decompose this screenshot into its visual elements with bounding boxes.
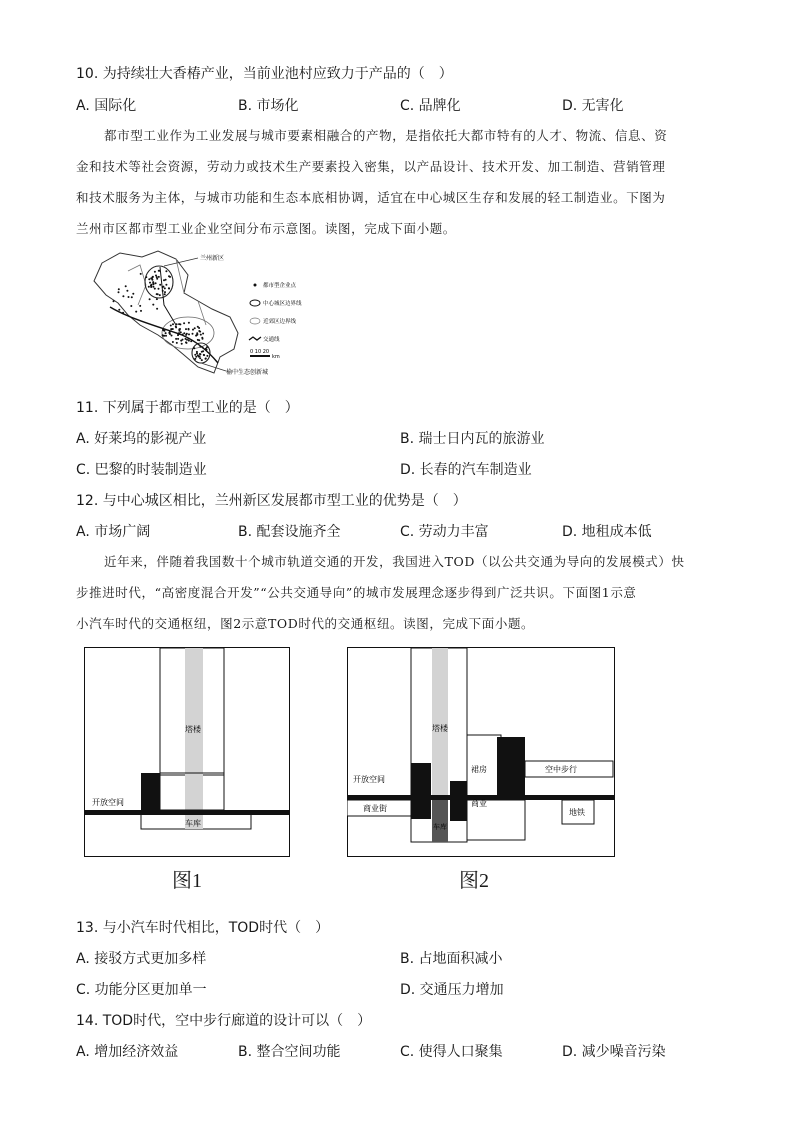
q13-stem: 13. 与小汽车时代相比，TOD时代（ ） <box>76 920 330 936</box>
fig2-metro-label: 地铁 <box>569 808 585 817</box>
enterprise-point <box>149 298 151 300</box>
enterprise-point <box>156 298 158 300</box>
enterprise-point <box>140 273 142 275</box>
enterprise-point <box>202 347 204 349</box>
enterprise-point <box>188 328 190 330</box>
enterprise-point <box>185 341 187 343</box>
enterprise-point <box>148 286 150 288</box>
passage-tod <box>76 546 716 639</box>
scale-bar-icon <box>250 355 270 357</box>
enterprise-point <box>135 311 137 313</box>
enterprise-point <box>188 333 190 335</box>
enterprise-point <box>132 293 134 295</box>
q13-option-a[interactable]: A. 接驳方式更加多样 <box>76 951 207 967</box>
enterprise-point <box>193 347 195 349</box>
enterprise-point <box>188 322 190 324</box>
enterprise-point <box>194 354 196 356</box>
passage1-line: 都市型工业作为工业发展与城市要素相融合的产物，是指依托大都市特有的人才、物流、信息、资 <box>104 128 668 143</box>
enterprise-point <box>158 270 160 272</box>
enterprise-point <box>202 333 204 335</box>
passage2-line: 步推进时代，“高密度混合开发”“公共交通导向”的城市发展理念逐步得到广泛共识。下面图1示意 <box>76 585 637 600</box>
enterprise-point <box>165 270 167 272</box>
enterprise-point <box>152 286 154 288</box>
enterprise-point <box>162 290 164 292</box>
enterprise-point <box>198 339 200 341</box>
enterprise-point <box>154 288 156 290</box>
enterprise-point <box>179 323 181 325</box>
q13-option-d[interactable]: D. 交通压力增加 <box>400 982 504 998</box>
q10-option-a[interactable]: A. 国际化 <box>76 98 137 114</box>
enterprise-point <box>118 288 120 290</box>
enterprise-point <box>164 293 166 295</box>
q11-stem: 11. 下列属于都市型工业的是（ ） <box>76 400 299 416</box>
enterprise-point <box>172 341 174 343</box>
enterprise-point <box>165 279 167 281</box>
lanzhou-industry-map <box>80 245 340 380</box>
legend-enterprise: 都市型企业点 <box>263 283 297 289</box>
fig2-caption: 图2 <box>459 870 489 892</box>
enterprise-point <box>168 332 170 334</box>
enterprise-point <box>196 334 198 336</box>
enterprise-point <box>140 310 142 312</box>
enterprise-point <box>118 291 120 293</box>
enterprise-point <box>180 331 182 333</box>
fig2-sunken-plaza-label: 下沉广场 <box>527 800 555 808</box>
enterprise-point <box>150 284 152 286</box>
figure-1-car-era-hub <box>84 647 290 857</box>
enterprise-point <box>201 351 203 353</box>
q13-option-c[interactable]: C. 功能分区更加单一 <box>76 982 207 998</box>
legend-dot-icon <box>254 284 257 287</box>
enterprise-point <box>170 325 172 327</box>
enterprise-point <box>188 340 190 342</box>
enterprise-point <box>154 271 156 273</box>
passage2-line: 小汽车时代的交通枢纽，图2示意TOD时代的交通枢纽。读图，完成下面小题。 <box>76 616 535 631</box>
enterprise-point <box>183 322 185 324</box>
enterprise-point <box>158 276 160 278</box>
enterprise-point <box>149 282 151 284</box>
legend-suburb-boundary: 近郊区边界线 <box>263 319 297 325</box>
enterprise-point <box>122 312 124 314</box>
enterprise-point <box>128 296 130 298</box>
fig2-garage-label: 车库 <box>433 823 447 831</box>
enterprise-point <box>130 305 132 307</box>
enterprise-point <box>199 357 201 359</box>
enterprise-point <box>201 359 203 361</box>
fig1-garage-label: 车库 <box>185 819 201 828</box>
fig1-open-space-label: 开放空间 <box>92 798 124 807</box>
fig1-caption: 图1 <box>172 870 202 892</box>
enterprise-point <box>182 334 184 336</box>
passage2-line: 近年来，伴随着我国数十个城市轨道交通的开发，我国进入TOD（以公共交通为导向的发展模式）快 <box>104 554 685 569</box>
enterprise-point <box>168 288 170 290</box>
figure-2-tod-era-hub <box>347 647 615 857</box>
enterprise-point <box>172 323 174 325</box>
enterprise-point <box>200 334 202 336</box>
enterprise-point <box>195 356 197 358</box>
enterprise-point <box>196 351 198 353</box>
passage-urban-industry <box>76 120 716 244</box>
enterprise-point <box>199 353 201 355</box>
enterprise-point <box>162 286 164 288</box>
legend-suburb-boundary-icon <box>250 318 260 324</box>
enterprise-point <box>185 338 187 340</box>
enterprise-point <box>158 288 160 290</box>
q10-option-b[interactable]: B. 市场化 <box>238 98 299 114</box>
enterprise-point <box>122 295 124 297</box>
enterprise-point <box>179 328 181 330</box>
q12-option-a[interactable]: A. 市场广阔 <box>76 524 151 540</box>
q10-option-c[interactable]: C. 品牌化 <box>400 98 461 114</box>
passage1-line: 兰州市区都市型工业企业空间分布示意图。读图，完成下面小题。 <box>76 221 456 236</box>
map-legend <box>249 281 302 360</box>
enterprise-point <box>198 330 200 332</box>
enterprise-point <box>201 337 203 339</box>
enterprise-point <box>188 338 190 340</box>
enterprise-point <box>177 333 179 335</box>
enterprise-point <box>182 339 184 341</box>
enterprise-point <box>197 326 199 328</box>
enterprise-point <box>151 277 153 279</box>
fig2-open-space-label: 开放空间 <box>353 775 385 784</box>
enterprise-point <box>199 355 201 357</box>
enterprise-point <box>176 342 178 344</box>
enterprise-point <box>152 282 154 284</box>
enterprise-point <box>126 290 128 292</box>
q11-option-a[interactable]: A. 好莱坞的影视产业 <box>76 431 207 447</box>
enterprise-point <box>206 355 208 357</box>
enterprise-point <box>155 282 157 284</box>
q10-option-d[interactable]: D. 无害化 <box>562 98 624 114</box>
legend-center-boundary-icon <box>250 300 260 306</box>
enterprise-point <box>205 358 207 360</box>
enterprise-point <box>125 285 127 287</box>
enterprise-point <box>177 338 179 340</box>
enterprise-point <box>139 305 141 307</box>
q11-option-d[interactable]: D. 长春的汽车制造业 <box>400 462 532 478</box>
passage1-line: 金和技术等社会资源，劳动力或技术生产要素投入密集，以产品设计、技术开发、加工制造、营销管理 <box>76 159 666 174</box>
q12-option-c[interactable]: C. 劳动力丰富 <box>400 524 489 540</box>
legend-traffic: 交通线 <box>263 337 280 343</box>
enterprise-point <box>159 294 161 296</box>
enterprise-point <box>192 329 194 331</box>
enterprise-point <box>175 338 177 340</box>
q12-stem: 12. 与中心城区相比，兰州新区发展都市型工业的优势是（ ） <box>76 493 467 509</box>
enterprise-point <box>159 284 161 286</box>
enterprise-point <box>176 323 178 325</box>
q11-option-b[interactable]: B. 瑞士日内瓦的旅游业 <box>400 431 545 447</box>
fig2-commerce-label: 商业 <box>471 799 487 808</box>
enterprise-point <box>162 334 164 336</box>
legend-traffic-icon <box>249 337 261 340</box>
enterprise-point <box>181 343 183 345</box>
enterprise-point <box>192 333 194 335</box>
map-scale-numbers: 0 10 20 <box>250 349 270 355</box>
enterprise-point <box>185 328 187 330</box>
enterprise-point <box>175 326 177 328</box>
passage1-line: 和技术服务为主体，与城市功能和生态本底相协调，适宜在中心城区生存和发展的轻工制造业。下图为 <box>76 190 666 205</box>
fig2-podium-label: 裙房 <box>471 765 487 774</box>
enterprise-point <box>203 354 205 356</box>
enterprise-point <box>194 358 196 360</box>
legend-center-boundary: 中心城区边界线 <box>263 301 302 307</box>
fig2-commercial-street-label: 商业街 <box>363 804 387 813</box>
q14-option-a[interactable]: A. 增加经济效益 <box>76 1044 179 1060</box>
q14-option-d[interactable]: D. 减少噪音污染 <box>562 1044 666 1060</box>
enterprise-point <box>118 309 120 311</box>
enterprise-point <box>206 349 208 351</box>
enterprise-point <box>194 327 196 329</box>
map-label-innovation: 榆中生态创新城 <box>226 369 269 376</box>
enterprise-point <box>152 304 154 306</box>
enterprise-point <box>199 346 201 348</box>
enterprise-point <box>145 276 147 278</box>
enterprise-point <box>165 332 167 334</box>
enterprise-point <box>164 287 166 289</box>
enterprise-point <box>171 335 173 337</box>
enterprise-point <box>172 328 174 330</box>
enterprise-point <box>155 275 157 277</box>
map-scale-unit: km <box>272 354 280 360</box>
enterprise-point <box>113 300 115 302</box>
enterprise-point <box>156 308 158 310</box>
enterprise-point <box>131 296 133 298</box>
enterprise-point <box>186 333 188 335</box>
enterprise-point <box>157 293 159 295</box>
enterprise-point <box>164 291 166 293</box>
map-label-new-district: 兰州新区 <box>200 255 225 262</box>
q11-option-c[interactable]: C. 巴黎的时装制造业 <box>76 462 207 478</box>
enterprise-point <box>165 284 167 286</box>
enterprise-point <box>168 275 170 277</box>
q14-option-b[interactable]: B. 整合空间功能 <box>238 1044 341 1060</box>
enterprise-point <box>165 335 167 337</box>
enterprise-point <box>190 340 192 342</box>
q14-option-c[interactable]: C. 使得人口聚集 <box>400 1044 503 1060</box>
q12-option-b[interactable]: B. 配套设施齐全 <box>238 524 341 540</box>
q13-option-b[interactable]: B. 占地面积减小 <box>400 951 503 967</box>
enterprise-point <box>156 278 158 280</box>
fig1-tower-label: 塔楼 <box>185 725 201 734</box>
enterprise-point <box>162 329 164 331</box>
q12-option-d[interactable]: D. 地租成本低 <box>562 524 652 540</box>
map-area <box>94 251 238 373</box>
fig2-tower-label: 塔楼 <box>432 724 448 733</box>
enterprise-point <box>206 346 208 348</box>
q10-stem: 10. 为持续壮大香椿产业，当前业池村应致力于产品的（ ） <box>76 66 453 82</box>
fig2-skywalk-label: 空中步行 <box>545 765 577 774</box>
enterprise-point <box>148 278 150 280</box>
q14-stem: 14. TOD时代，空中步行廊道的设计可以（ ） <box>76 1013 372 1029</box>
enterprise-point <box>183 332 185 334</box>
